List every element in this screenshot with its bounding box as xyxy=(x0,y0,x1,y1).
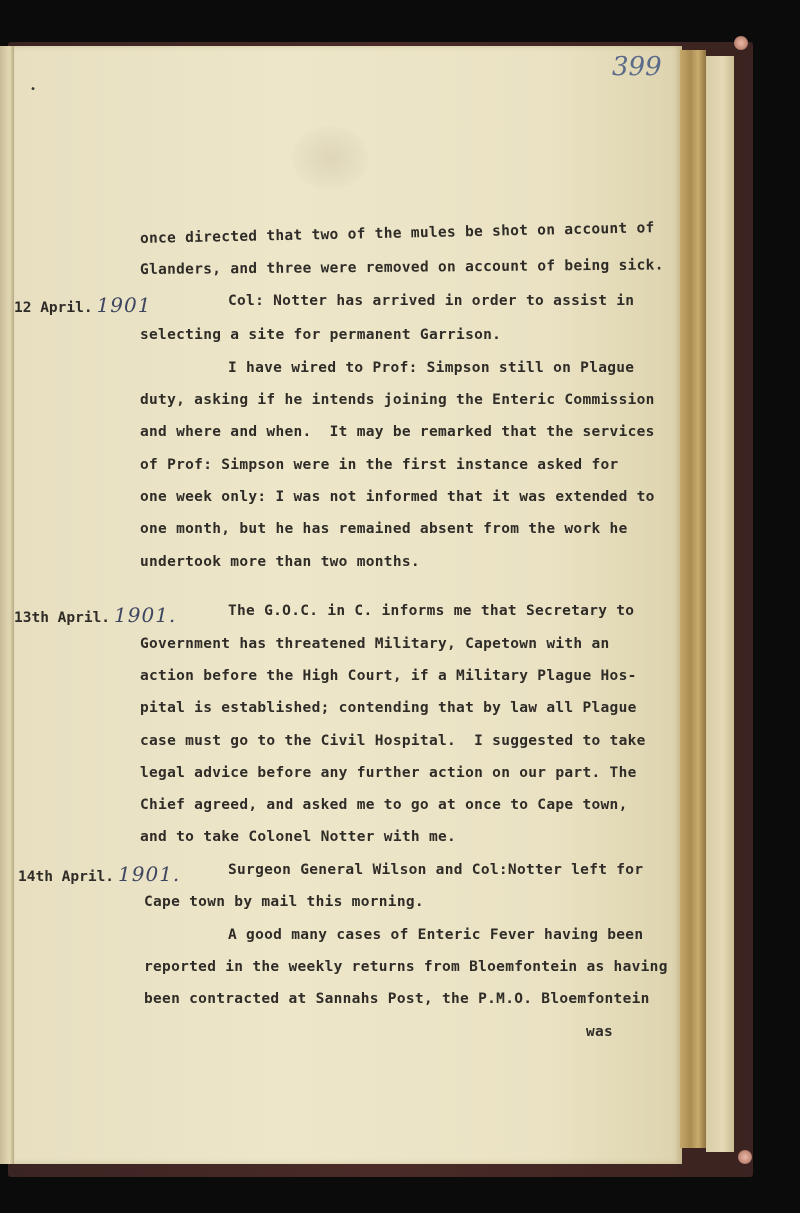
text-line: The G.O.C. in C. informs me that Secretary to xyxy=(228,603,635,619)
date-text: 14th April. xyxy=(18,869,115,885)
handwritten-year: 1901. xyxy=(114,603,177,627)
page-stack-edge xyxy=(680,50,706,1148)
text-line: Chief agreed, and asked me to go at once to Cape town, xyxy=(140,797,628,813)
text-line: of Prof: Simpson were in the first instance asked for xyxy=(140,457,619,473)
embossed-seal xyxy=(292,126,368,190)
text-line: once directed that two of the mules be shot on account of xyxy=(139,220,655,247)
binding-corner-bottom xyxy=(738,1150,752,1164)
text-line: I have wired to Prof: Simpson still on Plague xyxy=(228,360,635,376)
ink-speck: • xyxy=(30,84,37,95)
handwritten-year: 1901. xyxy=(118,862,181,886)
text-line: selecting a site for permanent Garrison. xyxy=(140,327,502,343)
text-line: undertook more than two months. xyxy=(140,554,420,570)
folio-number: 399 xyxy=(612,52,662,82)
entry-date xyxy=(18,862,180,886)
entry-date xyxy=(14,603,176,627)
text-line: case must go to the Civil Hospital. I suggested to take xyxy=(140,733,646,749)
date-text: 12 April. xyxy=(14,300,93,316)
text-line: been contracted at Sannahs Post, the P.M.O. Bloemfontein xyxy=(144,991,650,1007)
catchword: was xyxy=(586,1024,614,1040)
text-line: Surgeon General Wilson and Col:Notter left for xyxy=(228,862,644,878)
text-line: A good many cases of Enteric Fever having been xyxy=(228,927,644,943)
text-line: reported in the weekly returns from Bloemfontein as having xyxy=(144,959,668,975)
date-text: 13th April. xyxy=(14,610,111,626)
binding-corner-top xyxy=(734,36,748,50)
handwritten-year: 1901 xyxy=(96,293,152,317)
text-line: Cape town by mail this morning. xyxy=(144,894,424,910)
text-line: Glanders, and three were removed on account of being sick. xyxy=(139,257,664,278)
text-line: and where and when. It may be remarked that the services xyxy=(140,424,655,440)
text-line: Col: Notter has arrived in order to assist in xyxy=(228,293,635,309)
previous-page-edge xyxy=(0,46,14,1164)
text-line: one month, but he has remained absent from the work he xyxy=(140,521,628,537)
text-line: Government has threatened Military, Capetown with an xyxy=(140,636,610,652)
text-line: and to take Colonel Notter with me. xyxy=(140,829,457,845)
text-line: one week only: I was not informed that it was extended to xyxy=(140,489,655,505)
text-line: legal advice before any further action on our part. The xyxy=(140,765,637,781)
page-stack-edge-outer xyxy=(706,56,734,1152)
text-line: duty, asking if he intends joining the Enteric Commission xyxy=(140,392,655,408)
text-line: pital is established; contending that by law all Plague xyxy=(140,700,637,716)
entry-date xyxy=(14,293,151,317)
text-line: action before the High Court, if a Military Plague Hos- xyxy=(140,668,637,684)
